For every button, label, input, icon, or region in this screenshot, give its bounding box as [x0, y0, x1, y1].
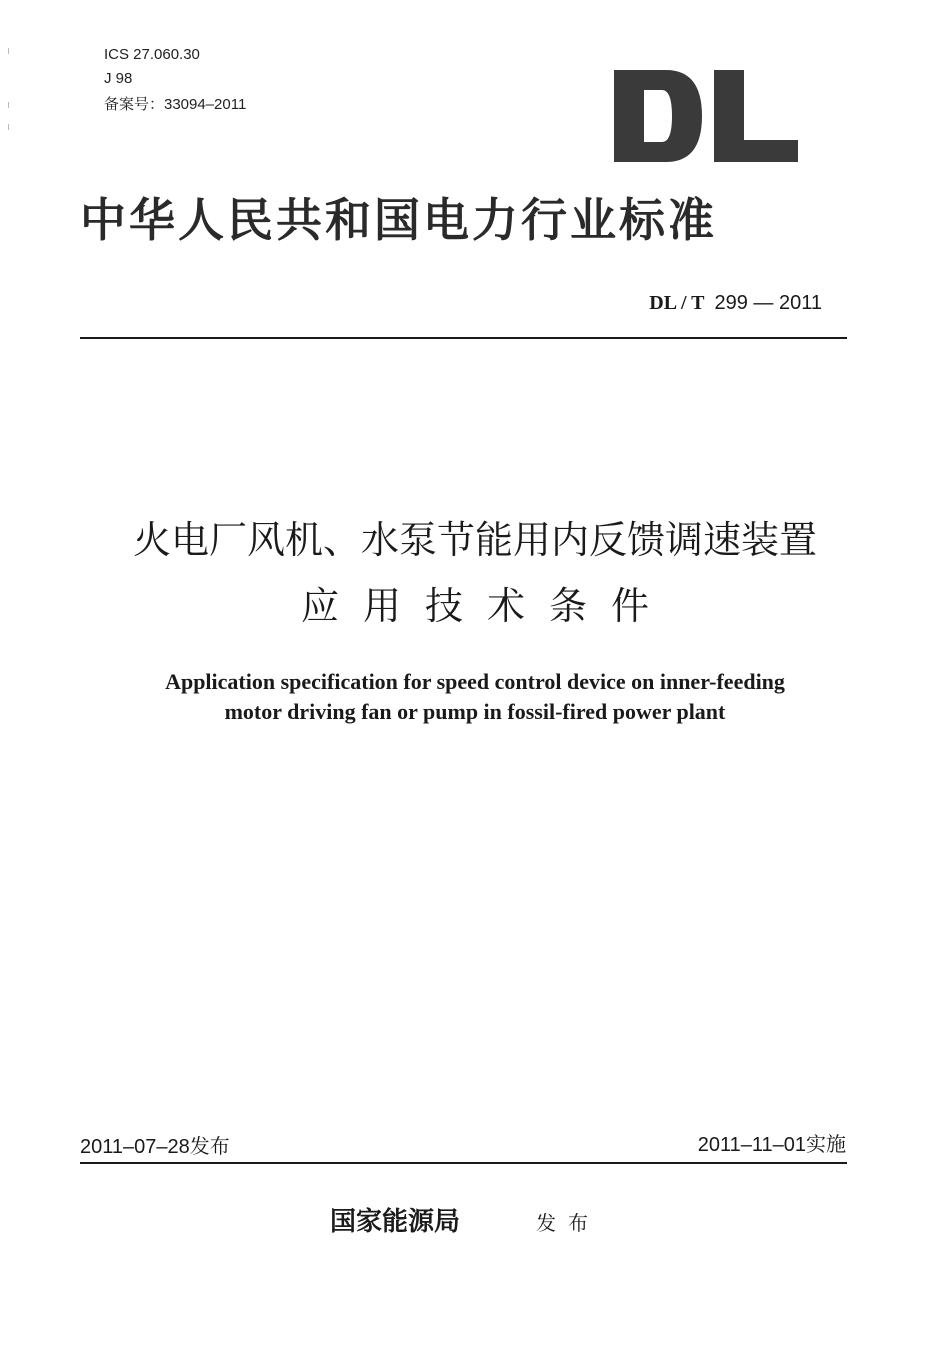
- standard-serial: 299 — 2011: [714, 292, 822, 314]
- publisher-name: 国家能源局: [330, 1207, 461, 1237]
- publication-date: 2011–07–28发布: [80, 1136, 230, 1158]
- dl-logo-letter-l: [714, 70, 798, 162]
- issuer-title: 中华人民共和国电力行业标准: [80, 193, 717, 247]
- registration-number: 备案号：33094–2011: [104, 96, 247, 113]
- classification-code: J 98: [104, 70, 133, 87]
- ics-code: ICS 27.060.30: [104, 46, 200, 63]
- publish-label: 发布: [536, 1211, 600, 1235]
- title-english-line-2: motor driving fan or pump in fossil-fired power plant: [224, 699, 726, 724]
- scan-speck: [8, 124, 9, 130]
- dl-logo: [614, 70, 798, 162]
- scan-speck: [8, 48, 9, 54]
- dl-logo-letter-d: [614, 70, 702, 162]
- header-divider: [80, 337, 847, 339]
- title-english-line-1: Application specification for speed control device on inner-feeding: [165, 669, 785, 694]
- title-chinese-line-1: 火电厂风机、水泵节能用内反馈调速装置: [132, 518, 817, 562]
- scan-speck: [8, 102, 9, 108]
- standard-code: DL / T: [649, 292, 705, 314]
- implementation-date: 2011–11–01实施: [697, 1134, 846, 1156]
- title-chinese-line-2: 应用技术条件: [300, 584, 673, 628]
- standard-number: [649, 289, 822, 316]
- footer-divider: [80, 1162, 847, 1164]
